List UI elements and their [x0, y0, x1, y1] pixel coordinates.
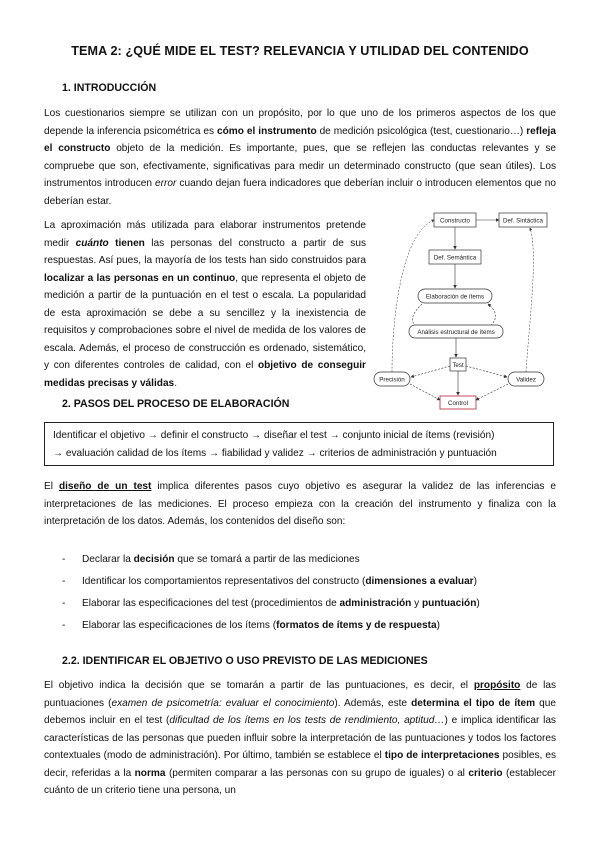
list-item: - Elaborar las especificaciones del test (procedimientos de administración y puntuación) — [62, 597, 480, 619]
label-precision: Precisión — [379, 376, 405, 384]
label-def-semantica: Def. Semántica — [433, 254, 477, 262]
label-def-sintactica: Def. Sintáctica — [503, 217, 543, 225]
label-constructo: Constructo — [440, 217, 470, 225]
section-heading-introduccion: 1. INTRODUCCIÓN — [62, 82, 157, 94]
label-validez: Validez — [516, 376, 536, 384]
page-title: TEMA 2: ¿QUÉ MIDE EL TEST? RELEVANCIA Y UTILIDAD DEL CONTENIDO — [71, 44, 529, 58]
construction-process-diagram — [370, 204, 566, 418]
section-heading-pasos: 2. PASOS DEL PROCESO DE ELABORACIÓN — [62, 398, 290, 410]
intro-paragraph-1: Los cuestionarios siempre se utilizan con un propósito, por lo que uno de los primeros aspectos de los que depende la inferencia psicométrica es cómo el instrumento de medición psicológica (test, cuestionario…) refleja el constructo objeto de la medición. Es importante, pues, que se reflejen las conductas relevantes y se compruebe que son, efectivamente, significativas para medir un determinado constructo (que sean útiles). Los instrumentos introducen error cuando dejan fuera indicadores que deberían incluir o introducen elementos que no deberían estar. — [44, 108, 556, 207]
label-analisis-items: Análisis estructural de ítems — [417, 329, 495, 336]
list-item: - Declarar la decisión que se tomará a partir de las mediciones — [62, 553, 480, 575]
list-item: - Identificar los comportamientos representativos del constructo (dimensiones a evaluar) — [62, 575, 480, 597]
label-control: Control — [448, 400, 468, 407]
objective-paragraph: El objetivo indica la decisión que se tomarán a partir de las puntuaciones, es decir, el propósito de las puntuaciones (examen de psicometría: evaluar el conocimiento). Además, este determina el tipo de ítem que debemos incluir en el test (dificultad de los ítems en los tests de rendimiento, aptitud…) e implica identificar las características de las personas que pueden influir sobre la interpretación de las puntuaciones y todos los factores contextuales (modo de administración). Por último, también se establece el tipo de interpretaciones posibles, es decir, referidas a la norma (permiten comparar a las personas con su grupo de iguales) o al criterio (establecer cuánto de un criterio tiene una persona, un — [44, 680, 557, 796]
section-heading-objetivo: 2.2. IDENTIFICAR EL OBJETIVO O USO PREVISTO DE LAS MEDICIONES — [62, 655, 428, 667]
design-contents-list — [62, 553, 480, 641]
process-steps-box — [44, 422, 554, 466]
process-steps-line-1: Identificar el objetivo → definir el constructo → diseñar el test → conjunto inicial de ítems (revisión) — [53, 430, 495, 441]
label-elaboracion-items: Elaboración de ítems — [425, 293, 485, 301]
label-test: Test — [452, 362, 464, 369]
process-steps-line-2: → evaluación calidad de los ítems → fiabilidad y validez → criterios de administración y puntuación — [53, 447, 497, 459]
list-item: - Elaborar las especificaciones de los ítems (formatos de ítems y de respuesta) — [62, 619, 480, 641]
design-paragraph: El diseño de un test implica diferentes pasos cuyo objetivo es asegurar la validez de las inferencias e interpretaciones de las mediciones. El proceso empieza con la creación del instrumento y finaliza con la interpretación de los datos. Además, los contenidos del diseño son: — [44, 481, 556, 527]
intro-paragraph-2: La aproximación más utilizada para elaborar instrumentos pretende medir cuánto tienen las personas del constructo a partir de sus respuestas. Así pues, la mayoría de los tests han sido construidos para localizar a las personas en un continuo, que representa el objeto de medición a partir de la puntuación en el test o escala. La popularidad de esta aproximación se debe a su sencillez y la inexistencia de requisitos y comprobaciones sobre el nivel de medida de los valores de escala. Además, el proceso de construcción es ordenado, sistemático, y con diferentes controles de calidad, con el objetivo de conseguir medidas precisas y válidas. — [44, 220, 367, 389]
